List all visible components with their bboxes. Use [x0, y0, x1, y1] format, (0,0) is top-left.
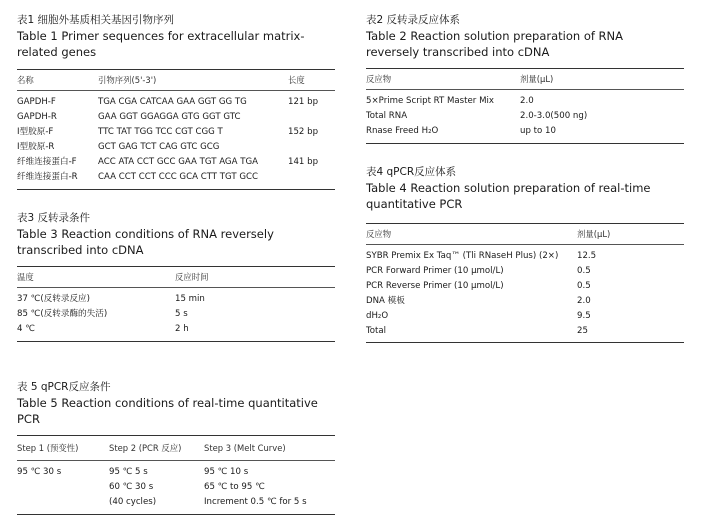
- table-4-header-row: [366, 224, 684, 244]
- table-row: [17, 125, 335, 140]
- table-row: [366, 249, 684, 264]
- table-row: [17, 322, 335, 337]
- table-row: [17, 480, 335, 495]
- table-cell: 95 ℃ 5 s: [109, 467, 148, 477]
- table-3-header-row: [17, 267, 335, 287]
- table-cell: 9.5: [577, 311, 591, 321]
- table-cell: Ⅰ型胶原-R: [17, 142, 55, 152]
- table-cell: PCR Reverse Primer (10 μmol/L): [366, 281, 504, 291]
- table-1-header-name: 名称: [17, 75, 34, 85]
- table-1-header-length: 长度: [288, 75, 305, 85]
- table-1-caption-en: Table 1 Primer sequences for extracellular matrix-related genes: [17, 29, 305, 59]
- table-row: [17, 495, 335, 510]
- table-cell: 2.0: [577, 296, 591, 306]
- table-row: [17, 465, 335, 480]
- table-3-caption-en: Table 3 Reaction conditions of RNA reversely transcribed into cDNA: [17, 227, 274, 257]
- table-row: [366, 309, 684, 324]
- table-cell: Increment 0.5 ℃ for 5 s: [204, 497, 307, 507]
- table-4-bottom-rule: [366, 342, 684, 343]
- table-3-bottom-rule: [17, 341, 335, 342]
- table-1-header-row: [17, 70, 335, 90]
- table-4-caption-zh: 表4 qPCR反应体系: [366, 166, 457, 178]
- table-cell: 纤维连接蛋白-F: [17, 157, 77, 167]
- table-2-caption-zh: 表2 反转录反应体系: [366, 14, 461, 26]
- table-cell: (40 cycles): [109, 497, 157, 507]
- table-5-header-step1: Step 1 (预变性): [17, 443, 79, 453]
- table-2: [366, 13, 684, 144]
- table-cell: 12.5: [577, 251, 597, 261]
- table-2-caption-en: Table 2 Reaction solution preparation of RNA reversely transcribed into cDNA: [366, 29, 624, 59]
- table-row: [17, 307, 335, 322]
- table-row: [366, 94, 684, 109]
- table-4-caption-en: Table 4 Reaction solution preparation of real-time quantitative PCR: [366, 181, 651, 211]
- table-cell: GAA GGT GGAGGA GTG GGT GTC: [98, 112, 241, 122]
- table-5: [17, 380, 335, 515]
- table-cell: 60 ℃ 30 s: [109, 482, 154, 492]
- table-row: [366, 279, 684, 294]
- table-row: [17, 170, 335, 185]
- table-2-bottom-rule: [366, 143, 684, 144]
- table-cell: 95 ℃ 30 s: [17, 467, 62, 477]
- table-2-header-reactant: 反应物: [366, 74, 392, 84]
- table-cell: 2 h: [175, 324, 189, 334]
- table-4-header-reactant: 反应物: [366, 229, 392, 239]
- table-row: [366, 324, 684, 339]
- table-row: [366, 124, 684, 139]
- table-cell: TTC TAT TGG TCC CGT CGG T: [98, 127, 223, 137]
- table-cell: GAPDH-F: [17, 97, 56, 107]
- table-5-header-row: [17, 436, 335, 460]
- table-3: [17, 211, 335, 342]
- table-row: [17, 110, 335, 125]
- table-cell: 15 min: [175, 294, 205, 304]
- table-2-header-row: [366, 69, 684, 89]
- table-cell: 141 bp: [288, 157, 319, 167]
- table-cell: 2.0-3.0(500 ng): [520, 111, 588, 121]
- table-3-header-temperature: 温度: [17, 272, 34, 282]
- table-3-header-time: 反应时间: [175, 272, 209, 282]
- table-cell: 纤维连接蛋白-R: [17, 172, 78, 182]
- table-cell: Total RNA: [366, 111, 408, 121]
- table-4: [366, 165, 684, 343]
- table-cell: ACC ATA CCT GCC GAA TGT AGA TGA: [98, 157, 258, 167]
- table-cell: SYBR Premix Ex Taq™ (Tli RNaseH Plus) (2×): [366, 251, 559, 261]
- table-row: [17, 155, 335, 170]
- table-cell: up to 10: [520, 126, 556, 136]
- table-5-caption-zh: 表 5 qPCR反应条件: [17, 381, 111, 393]
- table-cell: 2.0: [520, 96, 534, 106]
- table-cell: Total: [366, 326, 387, 336]
- table-cell: 0.5: [577, 281, 591, 291]
- table-cell: 4 ℃: [17, 324, 35, 334]
- table-row: [366, 294, 684, 309]
- table-cell: dH₂O: [366, 311, 389, 321]
- table-1: [17, 13, 335, 190]
- table-cell: GCT GAG TCT CAG GTC GCG: [98, 142, 220, 152]
- table-cell: 5×Prime Script RT Master Mix: [366, 96, 494, 106]
- table-cell: GAPDH-R: [17, 112, 57, 122]
- table-row: [17, 95, 335, 110]
- table-cell: 25: [577, 326, 588, 336]
- table-row: [366, 264, 684, 279]
- table-cell: 37 ℃(反转录反应): [17, 294, 90, 304]
- table-cell: 5 s: [175, 309, 188, 319]
- table-cell: 121 bp: [288, 97, 319, 107]
- table-1-bottom-rule: [17, 189, 335, 190]
- table-row: [17, 292, 335, 307]
- table-cell: 95 ℃ 10 s: [204, 467, 249, 477]
- table-3-caption-zh: 表3 反转录条件: [17, 212, 91, 224]
- table-row: [366, 109, 684, 124]
- table-cell: 0.5: [577, 266, 591, 276]
- table-2-header-dose: 剂量(μL): [520, 74, 554, 84]
- table-4-header-dose: 剂量(μL): [577, 229, 611, 239]
- table-cell: DNA 模板: [366, 296, 405, 306]
- table-row: [17, 140, 335, 155]
- table-cell: TGA CGA CATCAA GAA GGT GG TG: [98, 97, 247, 107]
- table-5-header-step2: Step 2 (PCR 反应): [109, 443, 182, 453]
- table-cell: 85 ℃(反转录酶的失活): [17, 309, 108, 319]
- table-cell: PCR Forward Primer (10 μmol/L): [366, 266, 504, 276]
- table-1-header-sequence: 引物序列(5'-3'): [98, 75, 157, 85]
- table-cell: 65 ℃ to 95 ℃: [204, 482, 265, 492]
- table-cell: CAA CCT CCT CCC GCA CTT TGT GCC: [98, 172, 259, 182]
- table-cell: Rnase Freed H₂O: [366, 126, 439, 136]
- table-1-caption-zh: 表1 细胞外基质相关基因引物序列: [17, 14, 175, 26]
- table-cell: 152 bp: [288, 127, 319, 137]
- table-5-caption-en: Table 5 Reaction conditions of real-time quantitative PCR: [17, 396, 318, 426]
- table-5-header-step3: Step 3 (Melt Curve): [204, 443, 286, 453]
- table-cell: Ⅰ型胶原-F: [17, 127, 54, 137]
